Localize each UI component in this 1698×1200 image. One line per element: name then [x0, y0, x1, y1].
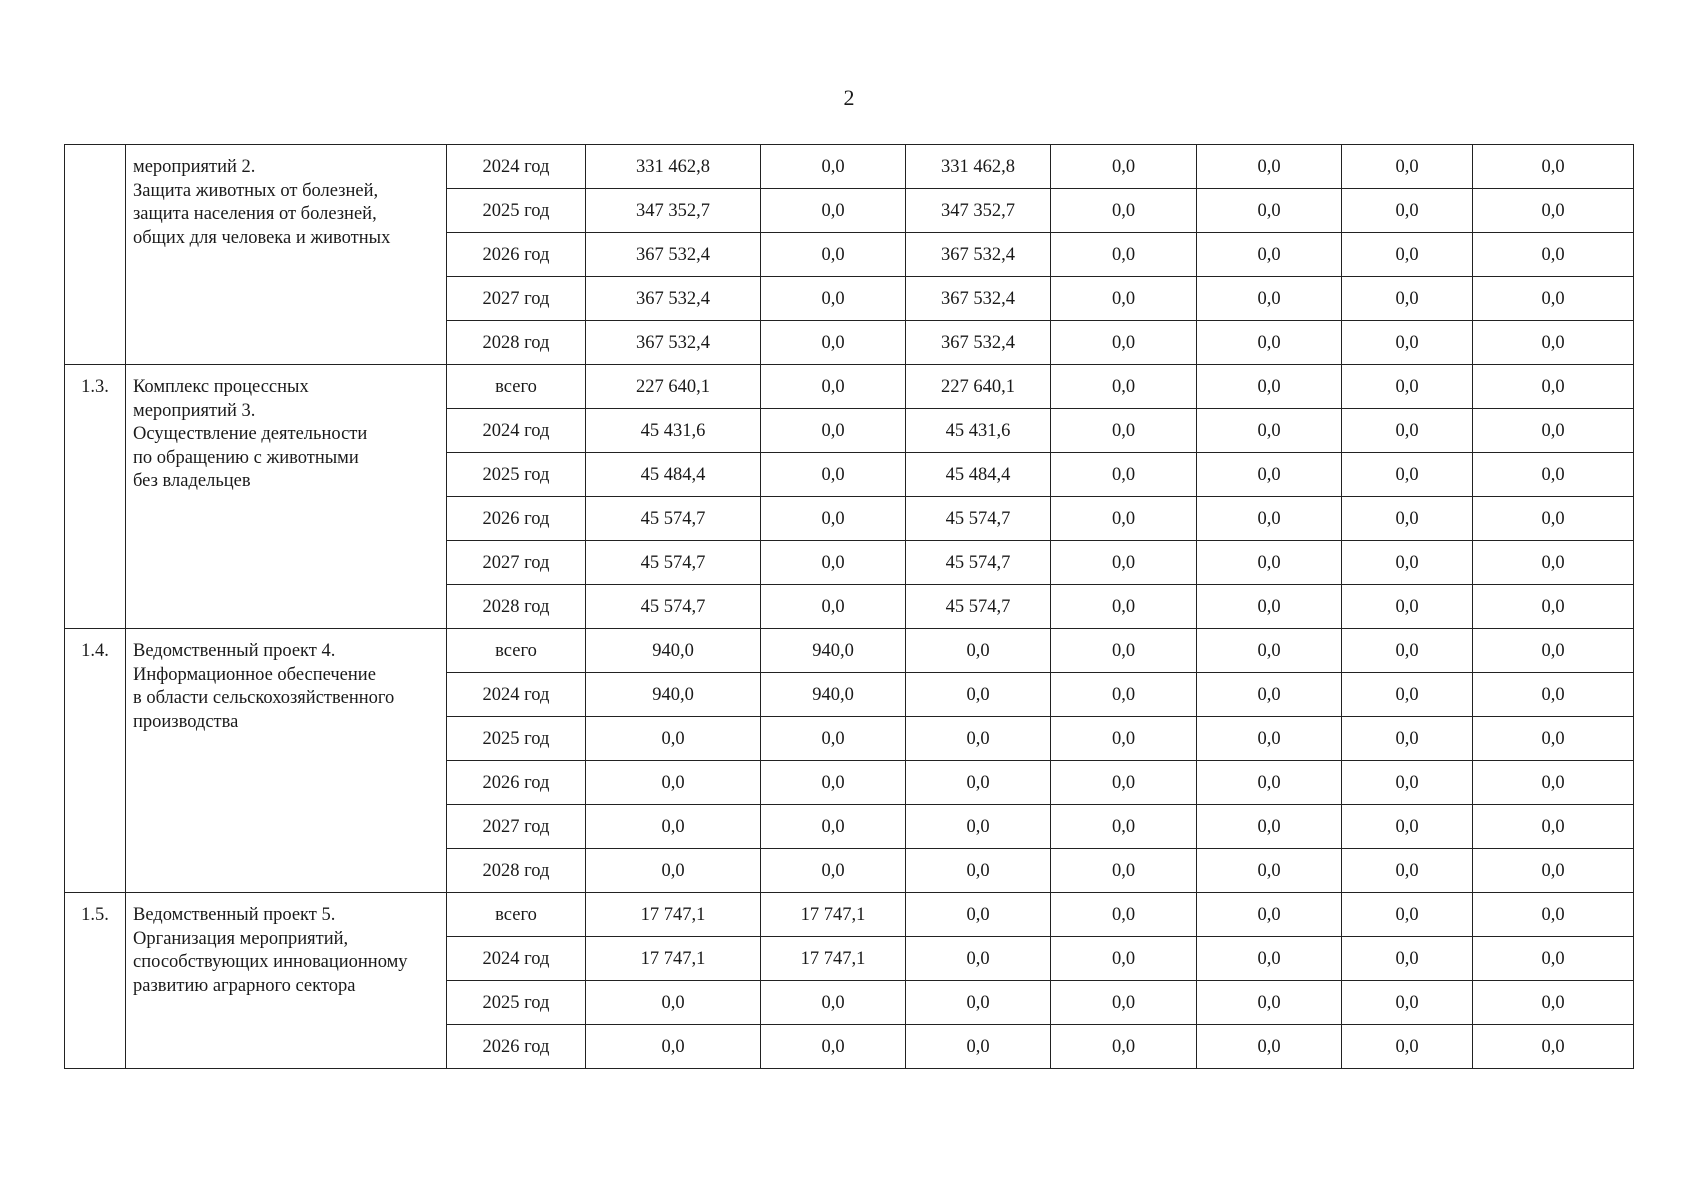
- value-cell: 0,0: [1197, 937, 1342, 981]
- value-cell: 0,0: [906, 805, 1051, 849]
- period-cell: 2027 год: [447, 805, 586, 849]
- period-cell: 2024 год: [447, 409, 586, 453]
- section-name-line: общих для человека и животных: [133, 227, 391, 248]
- value-cell: 45 484,4: [906, 453, 1051, 497]
- period-cell: 2026 год: [447, 1025, 586, 1069]
- value-cell: 0,0: [1197, 761, 1342, 805]
- value-cell: 0,0: [761, 453, 906, 497]
- value-cell: 0,0: [1197, 673, 1342, 717]
- value-cell: 0,0: [1051, 409, 1197, 453]
- value-cell: 0,0: [1473, 937, 1634, 981]
- section-name: [126, 629, 447, 893]
- value-cell: 0,0: [1051, 585, 1197, 629]
- period-cell: 2027 год: [447, 277, 586, 321]
- value-cell: 0,0: [1342, 673, 1473, 717]
- value-cell: 0,0: [1473, 1025, 1634, 1069]
- value-cell: 0,0: [1342, 893, 1473, 937]
- value-cell: 45 574,7: [906, 497, 1051, 541]
- period-cell: 2025 год: [447, 717, 586, 761]
- value-cell: 0,0: [1197, 981, 1342, 1025]
- value-cell: 0,0: [906, 761, 1051, 805]
- value-cell: 367 532,4: [586, 233, 761, 277]
- value-cell: 0,0: [1197, 321, 1342, 365]
- value-cell: 0,0: [1473, 189, 1634, 233]
- value-cell: 0,0: [1051, 937, 1197, 981]
- section-name-line: Информационное обеспечение: [133, 664, 376, 685]
- period-cell: 2025 год: [447, 453, 586, 497]
- value-cell: 45 574,7: [906, 585, 1051, 629]
- value-cell: 0,0: [1473, 541, 1634, 585]
- value-cell: 0,0: [761, 761, 906, 805]
- value-cell: 227 640,1: [586, 365, 761, 409]
- value-cell: 0,0: [761, 321, 906, 365]
- period-cell: 2026 год: [447, 233, 586, 277]
- value-cell: 45 484,4: [586, 453, 761, 497]
- value-cell: 0,0: [1197, 893, 1342, 937]
- value-cell: 0,0: [1342, 585, 1473, 629]
- value-cell: 0,0: [1342, 849, 1473, 893]
- section-name: [126, 893, 447, 1069]
- section-number: 1.3.: [65, 365, 126, 629]
- value-cell: 0,0: [1051, 189, 1197, 233]
- section-name-line: по обращению с животными: [133, 447, 359, 468]
- value-cell: 0,0: [1051, 673, 1197, 717]
- table-row: [65, 145, 1634, 189]
- value-cell: 0,0: [1342, 321, 1473, 365]
- period-cell: 2024 год: [447, 673, 586, 717]
- period-cell: 2028 год: [447, 585, 586, 629]
- value-cell: 0,0: [1197, 365, 1342, 409]
- value-cell: 45 574,7: [586, 497, 761, 541]
- value-cell: 0,0: [761, 409, 906, 453]
- value-cell: 17 747,1: [761, 937, 906, 981]
- value-cell: 940,0: [586, 673, 761, 717]
- value-cell: 0,0: [1473, 629, 1634, 673]
- value-cell: 0,0: [1342, 937, 1473, 981]
- value-cell: 0,0: [1051, 1025, 1197, 1069]
- value-cell: 0,0: [586, 805, 761, 849]
- period-cell: 2024 год: [447, 145, 586, 189]
- value-cell: 0,0: [1051, 497, 1197, 541]
- value-cell: 0,0: [1342, 365, 1473, 409]
- section-name-line: мероприятий 3.: [133, 400, 256, 421]
- value-cell: 227 640,1: [906, 365, 1051, 409]
- value-cell: 0,0: [761, 541, 906, 585]
- value-cell: 0,0: [1473, 673, 1634, 717]
- budget-table: [64, 144, 1634, 1069]
- value-cell: 367 532,4: [906, 277, 1051, 321]
- section-name-line: Ведомственный проект 4.: [133, 641, 336, 661]
- value-cell: 0,0: [1051, 541, 1197, 585]
- value-cell: 0,0: [1197, 629, 1342, 673]
- value-cell: 0,0: [1342, 629, 1473, 673]
- period-cell: 2025 год: [447, 981, 586, 1025]
- section-name-line: Комплекс процессных: [133, 377, 309, 397]
- section-name-line: производства: [133, 711, 239, 732]
- value-cell: 0,0: [1197, 805, 1342, 849]
- section-number: [65, 145, 126, 365]
- value-cell: 0,0: [1342, 453, 1473, 497]
- value-cell: 0,0: [1051, 233, 1197, 277]
- value-cell: 0,0: [1051, 277, 1197, 321]
- value-cell: 0,0: [906, 981, 1051, 1025]
- value-cell: 0,0: [1197, 453, 1342, 497]
- value-cell: 367 532,4: [906, 321, 1051, 365]
- value-cell: 0,0: [1342, 233, 1473, 277]
- value-cell: 0,0: [761, 145, 906, 189]
- value-cell: 0,0: [761, 717, 906, 761]
- value-cell: 0,0: [1342, 761, 1473, 805]
- value-cell: 0,0: [761, 981, 906, 1025]
- table-row: [65, 629, 1634, 673]
- value-cell: 331 462,8: [906, 145, 1051, 189]
- value-cell: 0,0: [1051, 849, 1197, 893]
- value-cell: 331 462,8: [586, 145, 761, 189]
- value-cell: 0,0: [906, 849, 1051, 893]
- value-cell: 0,0: [1473, 233, 1634, 277]
- value-cell: 0,0: [761, 849, 906, 893]
- period-cell: 2028 год: [447, 849, 586, 893]
- value-cell: 940,0: [761, 673, 906, 717]
- section-number: 1.4.: [65, 629, 126, 893]
- value-cell: 0,0: [906, 629, 1051, 673]
- value-cell: 347 352,7: [906, 189, 1051, 233]
- value-cell: 45 574,7: [586, 585, 761, 629]
- value-cell: 0,0: [1342, 145, 1473, 189]
- value-cell: 0,0: [1051, 981, 1197, 1025]
- value-cell: 0,0: [1051, 805, 1197, 849]
- section-name: [126, 145, 447, 365]
- section-name-line: Организация мероприятий,: [133, 928, 349, 949]
- value-cell: 0,0: [761, 189, 906, 233]
- value-cell: 0,0: [1051, 453, 1197, 497]
- value-cell: 0,0: [1197, 145, 1342, 189]
- value-cell: 45 574,7: [906, 541, 1051, 585]
- value-cell: 0,0: [1051, 365, 1197, 409]
- value-cell: 0,0: [1197, 233, 1342, 277]
- value-cell: 0,0: [1473, 365, 1634, 409]
- section-name-line: в области сельскохозяйственного: [133, 688, 395, 708]
- period-cell: 2026 год: [447, 497, 586, 541]
- value-cell: 0,0: [1342, 409, 1473, 453]
- value-cell: 45 574,7: [586, 541, 761, 585]
- section-number: 1.5.: [65, 893, 126, 1069]
- period-cell: всего: [447, 629, 586, 673]
- section-name-line: без владельцев: [133, 471, 251, 491]
- value-cell: 0,0: [1051, 893, 1197, 937]
- value-cell: 0,0: [1197, 585, 1342, 629]
- section-name-line: Осуществление деятельности: [133, 424, 368, 444]
- period-cell: 2027 год: [447, 541, 586, 585]
- page-number: 2: [843, 85, 855, 110]
- value-cell: 0,0: [761, 233, 906, 277]
- value-cell: 0,0: [1197, 1025, 1342, 1069]
- value-cell: 0,0: [1051, 717, 1197, 761]
- value-cell: 0,0: [761, 585, 906, 629]
- value-cell: 0,0: [586, 717, 761, 761]
- value-cell: 0,0: [1342, 717, 1473, 761]
- section-name-line: Защита животных от болезней,: [133, 180, 379, 201]
- value-cell: 0,0: [761, 805, 906, 849]
- value-cell: 0,0: [1473, 849, 1634, 893]
- period-cell: 2026 год: [447, 761, 586, 805]
- value-cell: 0,0: [586, 761, 761, 805]
- value-cell: 0,0: [1197, 849, 1342, 893]
- value-cell: 0,0: [1473, 761, 1634, 805]
- value-cell: 0,0: [1197, 189, 1342, 233]
- period-cell: всего: [447, 365, 586, 409]
- value-cell: 0,0: [1473, 981, 1634, 1025]
- value-cell: 0,0: [761, 1025, 906, 1069]
- value-cell: 0,0: [1342, 541, 1473, 585]
- period-cell: 2025 год: [447, 189, 586, 233]
- table-body: [65, 145, 1634, 1069]
- value-cell: 0,0: [1473, 145, 1634, 189]
- value-cell: 0,0: [1197, 277, 1342, 321]
- value-cell: 0,0: [1473, 321, 1634, 365]
- value-cell: 0,0: [1342, 805, 1473, 849]
- section-name-line: Ведомственный проект 5.: [133, 905, 336, 925]
- value-cell: 0,0: [586, 849, 761, 893]
- value-cell: 0,0: [1197, 409, 1342, 453]
- section-name-line: защита населения от болезней,: [133, 204, 377, 224]
- value-cell: 0,0: [1197, 497, 1342, 541]
- section-name-line: развитию аграрного сектора: [133, 975, 356, 996]
- table-row: [65, 365, 1634, 409]
- value-cell: 45 431,6: [586, 409, 761, 453]
- value-cell: 0,0: [1473, 497, 1634, 541]
- value-cell: 0,0: [1473, 717, 1634, 761]
- value-cell: 0,0: [1051, 321, 1197, 365]
- value-cell: 367 532,4: [906, 233, 1051, 277]
- value-cell: 0,0: [906, 1025, 1051, 1069]
- value-cell: 0,0: [761, 497, 906, 541]
- value-cell: 0,0: [906, 893, 1051, 937]
- value-cell: 0,0: [1342, 277, 1473, 321]
- value-cell: 0,0: [1473, 409, 1634, 453]
- value-cell: 347 352,7: [586, 189, 761, 233]
- period-cell: всего: [447, 893, 586, 937]
- value-cell: 45 431,6: [906, 409, 1051, 453]
- value-cell: 0,0: [1051, 629, 1197, 673]
- value-cell: 0,0: [761, 277, 906, 321]
- value-cell: 0,0: [586, 1025, 761, 1069]
- value-cell: 0,0: [1051, 145, 1197, 189]
- value-cell: 0,0: [1473, 893, 1634, 937]
- value-cell: 17 747,1: [586, 937, 761, 981]
- value-cell: 0,0: [761, 365, 906, 409]
- value-cell: 0,0: [906, 717, 1051, 761]
- period-cell: 2028 год: [447, 321, 586, 365]
- value-cell: 0,0: [1473, 805, 1634, 849]
- value-cell: 17 747,1: [586, 893, 761, 937]
- value-cell: 0,0: [1473, 277, 1634, 321]
- value-cell: 367 532,4: [586, 277, 761, 321]
- value-cell: 367 532,4: [586, 321, 761, 365]
- value-cell: 0,0: [906, 673, 1051, 717]
- value-cell: 0,0: [1051, 761, 1197, 805]
- value-cell: 17 747,1: [761, 893, 906, 937]
- value-cell: 0,0: [1342, 497, 1473, 541]
- value-cell: 0,0: [1473, 585, 1634, 629]
- value-cell: 0,0: [586, 981, 761, 1025]
- value-cell: 0,0: [1342, 981, 1473, 1025]
- value-cell: 0,0: [906, 937, 1051, 981]
- value-cell: 0,0: [1342, 1025, 1473, 1069]
- value-cell: 0,0: [1197, 541, 1342, 585]
- period-cell: 2024 год: [447, 937, 586, 981]
- value-cell: 940,0: [586, 629, 761, 673]
- section-name: [126, 365, 447, 629]
- section-name-line: мероприятий 2.: [133, 157, 256, 177]
- section-name-line: способствующих инновационному: [133, 952, 408, 972]
- value-cell: 0,0: [1197, 717, 1342, 761]
- value-cell: 0,0: [1342, 189, 1473, 233]
- value-cell: 940,0: [761, 629, 906, 673]
- table-row: [65, 893, 1634, 937]
- value-cell: 0,0: [1473, 453, 1634, 497]
